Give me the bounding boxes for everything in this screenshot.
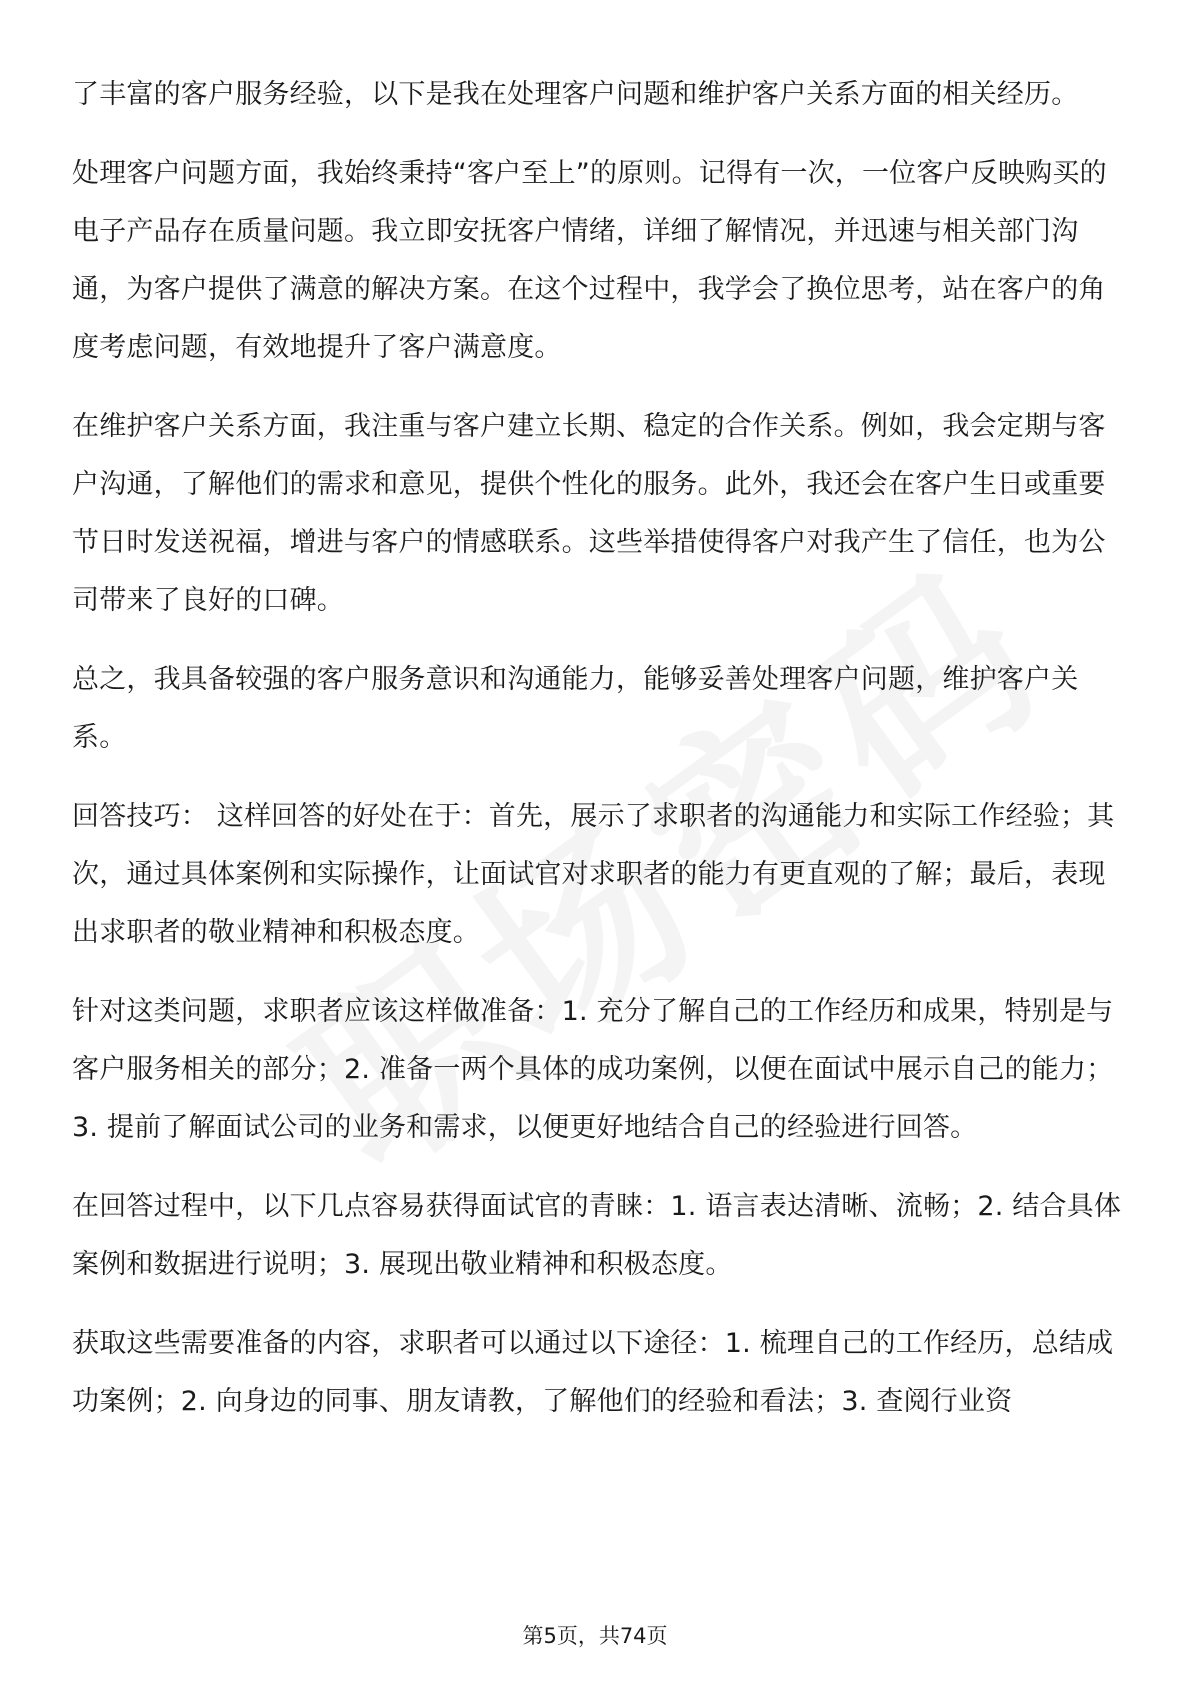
document-body: [72, 66, 1122, 1452]
page-number: 第5页，共74页: [522, 1624, 668, 1648]
paragraph-2: 处理客户问题方面，我始终秉持“客户至上”的原则。记得有一次，一位客户反映购买的电子产品存在质量问题。我立即安抚客户情绪，详细了解情况，并迅速与相关部门沟通，为客户提供了满意的解决方案。在这个过程中，我学会了换位思考，站在客户的角度考虑问题，有效地提升了客户满意度。: [72, 158, 1107, 363]
paragraph-6: 针对这类问题，求职者应该这样做准备：1. 充分了解自己的工作经历和成果，特别是与客户服务相关的部分；2. 准备一两个具体的成功案例，以便在面试中展示自己的能力；3. 提前了解面试公司的业务和需求，以便更好地结合自己的经验进行回答。: [72, 996, 1114, 1143]
paragraph-4: 总之，我具备较强的客户服务意识和沟通能力，能够妥善处理客户问题，维护客户关系。: [72, 664, 1079, 753]
paragraph-1: 了丰富的客户服务经验，以下是我在处理客户问题和维护客户关系方面的相关经历。: [72, 79, 1079, 110]
paragraph-5: 回答技巧： 这样回答的好处在于：首先，展示了求职者的沟通能力和实际工作经验；其次，通过具体案例和实际操作，让面试官对求职者的能力有更直观的了解；最后，表现出求职者的敬业精神和积极态度。: [72, 801, 1115, 948]
paragraph-7: 在回答过程中，以下几点容易获得面试官的青睐：1. 语言表达清晰、流畅；2. 结合具体案例和数据进行说明；3. 展现出敬业精神和积极态度。: [72, 1191, 1122, 1280]
paragraph-3: 在维护客户关系方面，我注重与客户建立长期、稳定的合作关系。例如，我会定期与客户沟通，了解他们的需求和意见，提供个性化的服务。此外，我还会在客户生日或重要节日时发送祝福，增进与客户的情感联系。这些举措使得客户对我产生了信任，也为公司带来了良好的口碑。: [72, 411, 1106, 616]
paragraph-8: 获取这些需要准备的内容，求职者可以通过以下途径：1. 梳理自己的工作经历，总结成功案例；2. 向身边的同事、朋友请教，了解他们的经验和看法；3. 查阅行业资: [72, 1328, 1114, 1417]
